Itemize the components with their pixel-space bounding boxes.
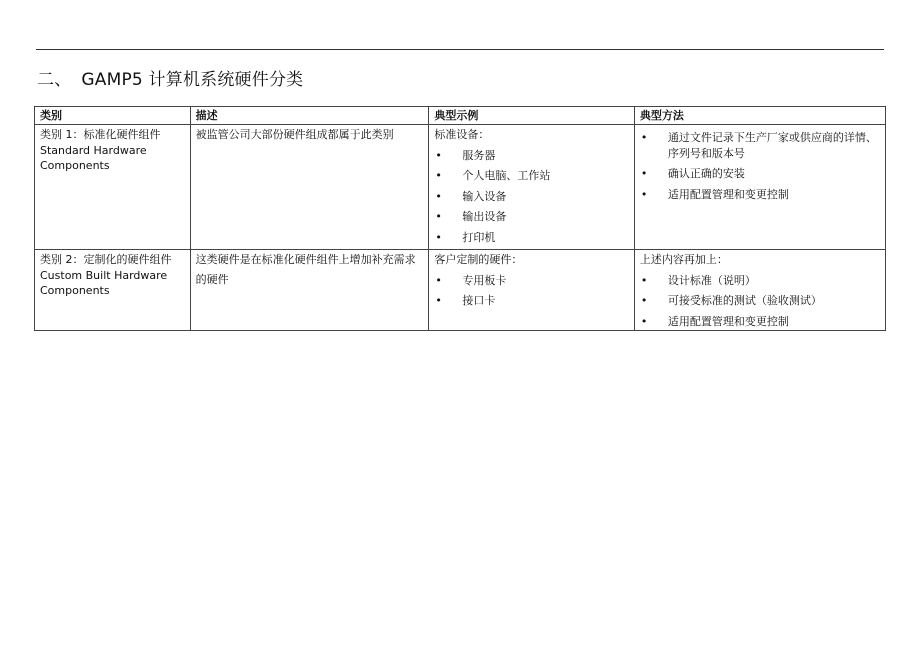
examples-list [434,148,628,246]
description-text: 被监管公司大部份硬件组成都属于此类别 [195,128,394,141]
examples-cell [429,250,634,331]
section-number: 二、 [37,70,72,90]
category-cn: 类别 2：定制化的硬件组件 [40,253,172,266]
examples-cell [429,125,634,250]
header-examples: 典型示例 [429,107,634,125]
list-item: • 专用板卡 [435,273,507,287]
list-item: • 适用配置管理和变更控制 [640,314,789,328]
hardware-category-table [34,106,886,331]
methods-list [640,130,880,203]
list-item: • 个人电脑、工作站 [435,169,551,183]
section-heading [37,68,303,92]
methods-lead: 上述内容再加上： [639,253,728,266]
category-cell [35,250,191,331]
list-item: • 服务器 [435,148,496,162]
description-cell [190,125,429,250]
list-item: • 输出设备 [435,210,507,224]
examples-lead: 标准设备： [434,128,490,141]
header-category: 类别 [35,107,191,125]
list-item: • 接口卡 [435,294,496,308]
list-item: • 输入设备 [435,189,507,203]
bullet-icon: • [640,187,648,201]
bullet-icon: • [640,294,648,308]
bullet-icon: • [640,314,648,328]
examples-list [434,273,628,310]
description-cell [190,250,429,331]
table-row [35,125,886,250]
category-cell [35,125,191,250]
bullet-icon: • [435,169,442,183]
bullet-icon: • [435,148,442,162]
list-item: • 适用配置管理和变更控制 [640,187,789,201]
bullet-icon: • [640,273,648,287]
bullet-icon: • [435,189,442,203]
category-cn: 类别 1：标准化硬件组件 [40,128,161,141]
bullet-icon: • [435,210,442,224]
header-methods: 典型方法 [634,107,885,125]
methods-list [640,273,880,330]
bullet-icon: • [640,167,648,181]
category-en: Custom Built Hardware Components [40,269,168,297]
list-item: • 打印机 [435,230,496,244]
category-en: Standard Hardware Components [40,144,147,172]
list-item: • 确认正确的安装 [640,167,745,181]
bullet-icon: • [435,230,442,244]
list-item: • 可接受标准的测试（验收测试） [640,294,822,308]
top-rule [36,49,884,50]
header-description: 描述 [190,107,429,125]
section-title: GAMP5 计算机系统硬件分类 [81,70,304,90]
bullet-icon: • [640,130,648,144]
examples-lead: 客户定制的硬件： [434,253,523,266]
description-text: 这类硬件是在标准化硬件组件上增加补充需求的硬件 [195,253,416,286]
table-row [35,250,886,331]
list-item: • 通过文件记录下生产厂家或供应商的详情、序列号和版本号 [640,130,877,160]
bullet-icon: • [435,273,442,287]
methods-cell [634,125,885,250]
table-header-row [35,107,886,125]
bullet-icon: • [435,294,442,308]
methods-cell [634,250,885,331]
list-item: • 设计标准（说明） [640,273,756,287]
